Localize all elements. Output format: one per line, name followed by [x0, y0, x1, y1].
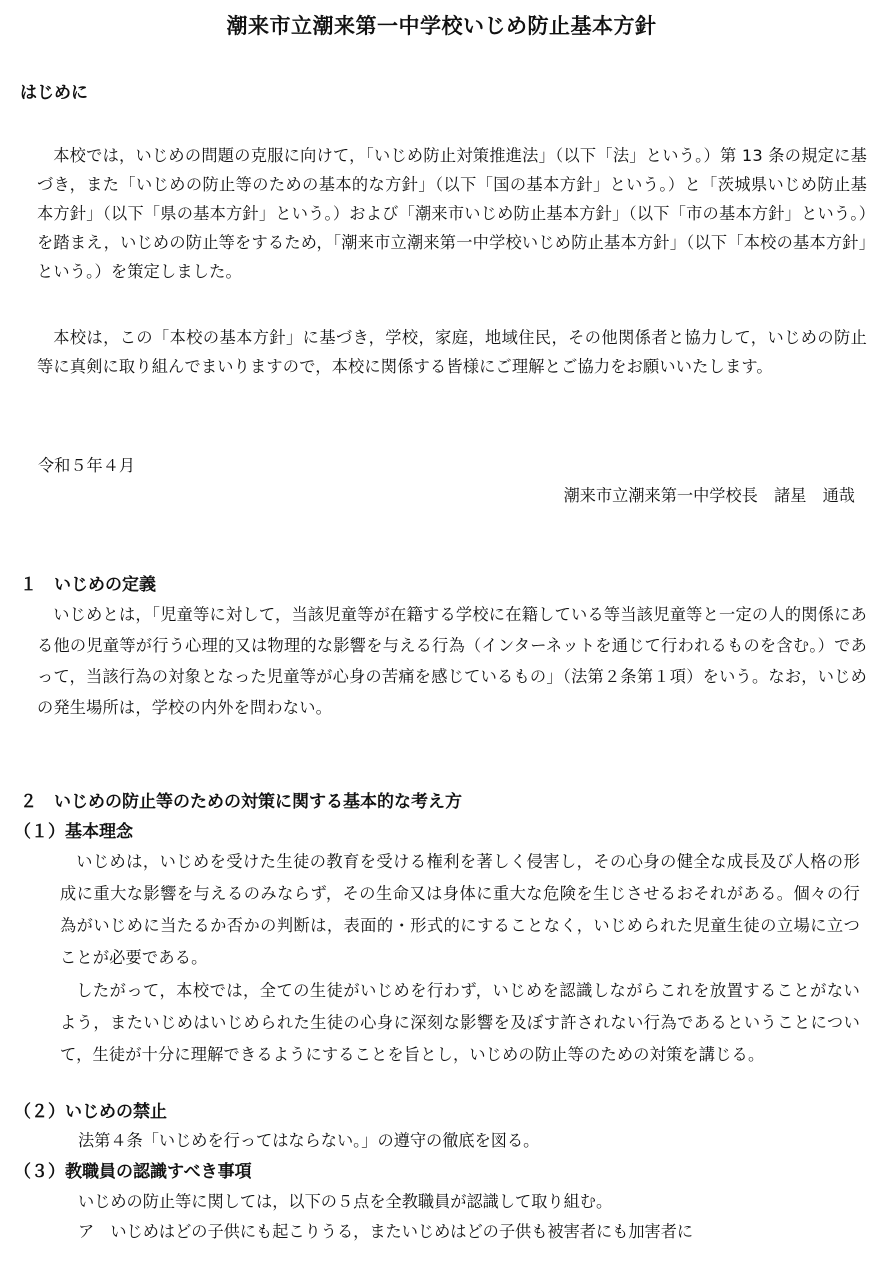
section-1-body: いじめとは，「児童等に対して，当該児童等が在籍する学校に在籍している等当該児童等と一定の人的関係にある他の児童等が行う心理的又は物理的な影響を与える行為（インターネットを通じて行われるものを含む。）であって，当該行為の対象となった児童等が心身の苦痛を感じているもの」（法第２条第１項）をいう。なお，いじめの発生場所は，学校の内外を問わない。 [37, 605, 867, 717]
section-2-heading: ２ いじめの防止等のための対策に関する基本的な考え方 [20, 792, 462, 812]
intro-heading: はじめに [20, 83, 88, 103]
subsection-1-heading: （１）基本理念 [14, 822, 133, 842]
intro-paragraph-1: 本校では，いじめの問題の克服に向けて，「いじめ防止対策推進法」（以下「法」という。）第 13 条の規定に基づき，また「いじめの防止等のための基本的な方針」（以下「国の基本方針」という。）と「茨城県いじめ防止基本方針」（以下「県の基本方針」という。）および「潮来市いじめ防止基本方針」（以下「市の基本方針」という。）を踏まえ，いじめの防止等をするため，「潮来市立潮来第一中学校いじめ防止基本方針」（以下「本校の基本方針」という。）を策定しました。 [37, 146, 867, 281]
signer: 潮来市立潮来第一中学校長 諸星 通哉 [563, 486, 855, 505]
issue-date: 令和５年４月 [38, 456, 136, 475]
subsection-3-item-a: ア いじめはどの子供にも起こりうる，またいじめはどの子供も被害者にも加害者に [78, 1222, 694, 1241]
subsection-3-body: いじめの防止等に関しては，以下の５点を全教職員が認識して取り組む。 [78, 1192, 613, 1211]
subsection-1-paragraph-1: いじめは，いじめを受けた生徒の教育を受ける権利を著しく侵害し，その心身の健全な成長及び人格の形成に重大な影響を与えるのみならず，その生命又は身体に重大な危険を生じさせるおそれがある。個々の行為がいじめに当たるか否かの判断は，表面的・形式的にすることなく，いじめられた児童生徒の立場に立つことが必要である。 [60, 852, 860, 967]
subsection-2-body: 法第４条「いじめを行ってはならない。」の遵守の徹底を図る。 [78, 1131, 540, 1150]
document-title: 潮来市立潮来第一中学校いじめ防止基本方針 [226, 14, 657, 38]
section-1-heading: １ いじめの定義 [20, 575, 156, 595]
intro-paragraph-2: 本校は，この「本校の基本方針」に基づき，学校，家庭，地域住民，その他関係者と協力して，いじめの防止等に真剣に取り組んでまいりますので，本校に関係する皆様にご理解とご協力をお願いいたします。 [37, 328, 867, 376]
subsection-3-heading: （３）教職員の認識すべき事項 [14, 1162, 252, 1182]
subsection-2-heading: （２）いじめの禁止 [14, 1102, 167, 1122]
subsection-1-paragraph-2: したがって，本校では，全ての生徒がいじめを行わず，いじめを認識しながらこれを放置することがないよう，またいじめはいじめられた生徒の心身に深刻な影響を及ぼす許されない行為であるということについて，生徒が十分に理解できるようにすることを旨とし，いじめの防止等のための対策を講じる。 [60, 981, 860, 1064]
